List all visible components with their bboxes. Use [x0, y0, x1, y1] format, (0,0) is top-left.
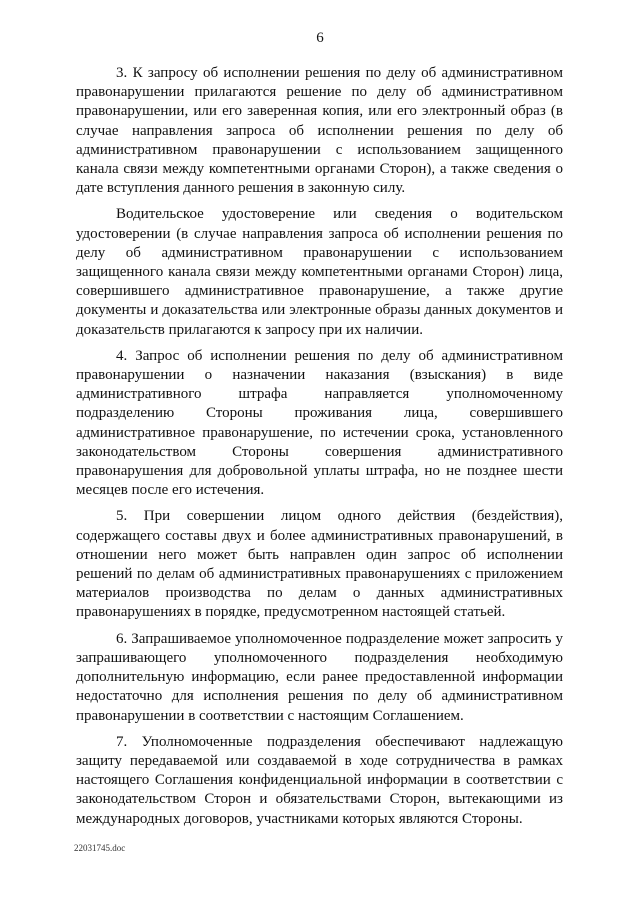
- document-body: [76, 64, 563, 836]
- footer-document-code: 22031745.doc: [74, 843, 126, 853]
- page-number: 6: [316, 30, 324, 46]
- paragraph-drivers-license: Водительское удостоверение или сведения о водительском удостоверении (в случае направления запроса об исполнении решения по делу об административном правонарушении с использованием защищенного канала связи между компетентными органами Сторон) лица, совершившего административное правонарушение, а также другие документы и доказательства или электронные образы данных документов и доказательств прилагаются к запросу при их наличии.: [76, 206, 563, 338]
- paragraph-item-3-attachments: 3. К запросу об исполнении решения по делу об административном правонарушении прилагаются решение по делу об административном правонарушении, или его заверенная копия, или его электронный образ (в случае направления запроса об исполнении решения по делу об административном правонарушении с использованием защищенного канала связи между компетентными органами Сторон), а также сведения о дате вступления данного решения в законную силу.: [76, 65, 563, 197]
- paragraph-item-4-fine-request: 4. Запрос об исполнении решения по делу об административном правонарушении о назначении наказания (взыскания) в виде административного штрафа направляется уполномоченному подразделению Стороны проживания лица, совершившего административное правонарушение, по истечении срока, установленного законодательством Стороны совершения административного правонарушения для добровольной уплаты штрафа, но не позднее шести месяцев после его истечения.: [76, 347, 563, 499]
- paragraph-item-6-additional-info: 6. Запрашиваемое уполномоченное подразделение может запросить у запрашивающего уполномоченного подразделения необходимую дополнительную информацию, если ранее предоставленной информации недостаточно для исполнения решения по делу об административном правонарушении в соответствии с настоящим Соглашением.: [76, 630, 563, 724]
- paragraph-item-5-single-request: 5. При совершении лицом одного действия (бездействия), содержащего составы двух и более административных правонарушений, в отношении него может быть направлен один запрос об исполнении решений по делам об административных правонарушениях с приложением материалов производства по делам о данных административных правонарушениях в порядке, предусмотренном настоящей статьей.: [76, 508, 563, 621]
- paragraph-item-7-confidentiality: 7. Уполномоченные подразделения обеспечивают надлежащую защиту передаваемой или создаваемой в ходе сотрудничества в рамках настоящего Соглашения конфиденциальной информации в соответствии с законодательством Сторон и обязательствами Сторон, вытекающими из международных договоров, участниками которых являются Стороны.: [76, 733, 563, 827]
